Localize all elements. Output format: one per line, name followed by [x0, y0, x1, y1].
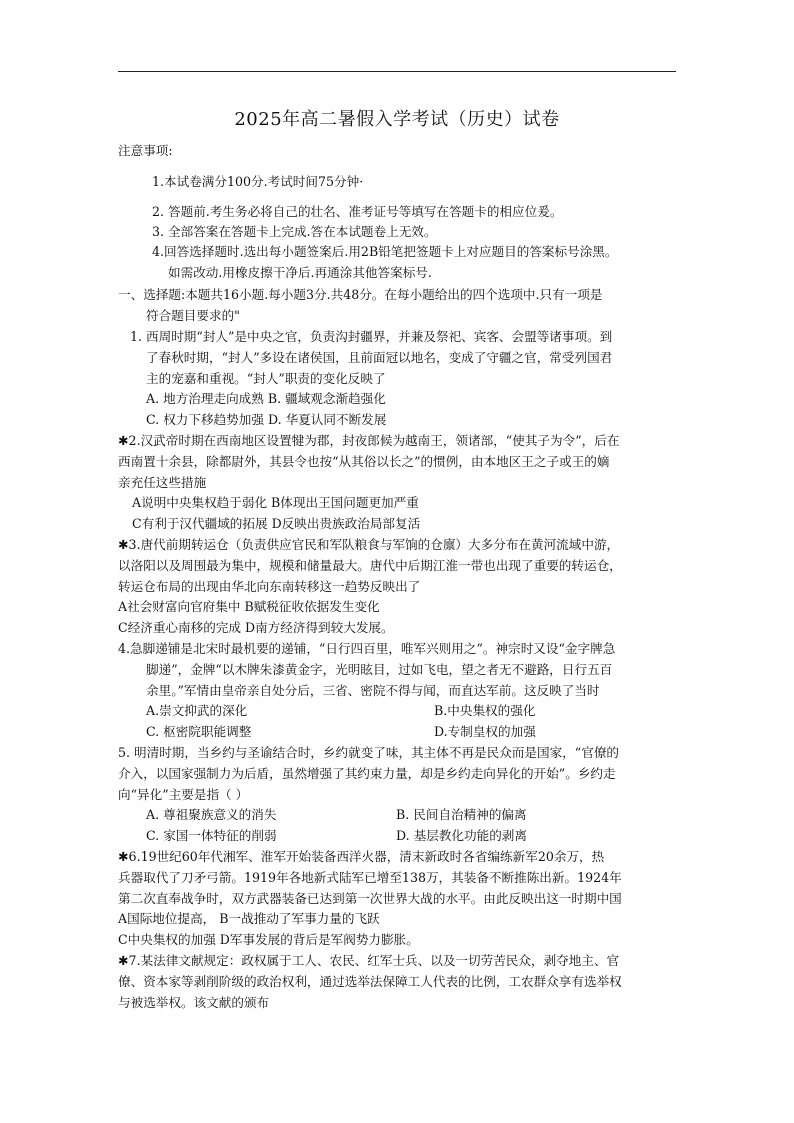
question-2-option: C有利于汉代疆域的拓展 D反映出贵族政治局部复活 [132, 516, 421, 531]
question-4-line: 余里。”军情由皇帝亲自处分后，三省、密院不得与闻，而直达军前。这反映了当时 [146, 683, 600, 698]
section-heading-cont: 符合题目要求的" [146, 308, 240, 323]
question-3-line: 以洛阳以及周围最为集中，规模和储量最大。唐代中后期江淮一带也出现了重要的转运仓， [118, 558, 622, 573]
question-6-option: A国际地位提高， B一战推动了军事力量的飞跃 [118, 911, 380, 926]
question-4-line: 脚递”，金牌“以木牌朱漆黄金字，光明眩目，过如飞电，望之者无不避路，日行五百 [146, 662, 613, 677]
question-3-line: ✱3.唐代前期转运仓（负责供应官民和军队粮食与军饷的仓廪）大多分布在黄河流域中游， [118, 537, 620, 552]
section-heading: 一、选择题:本题共16小题.每小题3分.共48分。在每小题给出的四个选项中.只有一项是 [118, 287, 603, 302]
question-6-option: C中央集权的加强 D军事发展的背后是军阀势力膨胀。 [118, 932, 419, 947]
question-5-line: 介入，以国家强制力为后盾，虽然增强了其约束力量，却是乡约走向异化的开始”。乡约走 [118, 766, 616, 781]
notice-item: 2. 答题前.考生务必将自己的壮名、准考证号等填写在答题卡的相应位爰。 [152, 204, 563, 219]
header-rule [118, 71, 676, 72]
question-1-line: 了春秋时期，“封人”多设在诸侯国，且前面冠以地名，变成了守疆之官，常受列国君 [146, 350, 613, 365]
question-4-line: 4.急脚递铺是北宋时最机要的递铺，“日行四百里，唯军兴则用之”。神宗时又设“金字牌急 [118, 641, 616, 656]
question-5-line: 5. 明清时期，当乡约与圣谕结合时，乡约就变了味，其主体不再是民众而是国家，“官僚的 [118, 745, 620, 760]
question-4-option-c: C. 枢密院职能调整 [146, 724, 252, 739]
question-6-line: 兵器取代了刀矛弓箭。1919年各地新式陆军已增至138万，其装备不断推陈出新。1924年 [118, 870, 622, 885]
question-1-option: A. 地方治理走向成熟 B. 疆域观念渐趋强化 [146, 391, 386, 406]
question-5-option-d: D. 基层教化功能的剥离 [396, 828, 527, 843]
question-1-line: 主的宠嘉和重视。“封人”职责的变化反映了 [146, 371, 386, 386]
question-3-option: A社会财富向官府集中 B赋税征收依据发生变化 [118, 599, 380, 614]
question-1-option: C. 权力下移趋势加强 D. 华夏认同不断发展 [146, 412, 387, 427]
question-5-option-b: B. 民间自治精神的偏离 [396, 807, 527, 822]
notice-item: 4.回答选择题时.选出每小题签案后.用2B铅笔把签题卡上对应题目的答案标号涂黑。 [152, 244, 618, 259]
question-2-line: ✱2.汉武帝时期在西南地区设置犍为郡，封夜郎候为越南王，领诸部，“使其子为令”，后在 [118, 433, 620, 448]
notice-item: 1.本试卷满分100分.考试时间75分钟· [152, 174, 364, 189]
notice-item: 如需改动.用橡皮擦干净后.再通涂其他答案标号. [168, 265, 432, 280]
question-4-option-b: B.中央集权的强化 [434, 703, 536, 718]
notice-item: 3. 全部答案在答题卡上完成.答在本试题卷上无效。 [152, 224, 437, 239]
question-7-line: ✱7.某法律文献规定：政权属于工人、农民、红军士兵、以及一切劳苦民众，剥夺地主、官 [118, 953, 620, 968]
question-7-line: 与被选举权。该文献的颁布 [118, 995, 270, 1010]
question-3-option: C经济重心南移的完成 D南方经济得到较大发展。 [118, 620, 394, 635]
question-4-option-d: D.专制皇权的加强 [434, 724, 536, 739]
page-title: 2025年高二暑假入学考试（历史）试卷 [234, 109, 560, 130]
question-6-line: ✱6.19世纪60年代湘军、淮军开始装备西洋火器，清末新政时各省编练新军20余万，热 [118, 849, 605, 864]
question-5-line: 向“异化”主要是指（ ） [118, 787, 249, 802]
question-4-option-a: A.崇文抑武的深化 [146, 703, 248, 718]
question-2-line: 亲充任这些措施 [118, 475, 207, 490]
question-7-line: 僚、资本家等剥削阶级的政治权利，通过选举法保障工人代表的比例，工农群众享有选举权 [118, 974, 622, 989]
notice-heading: 注意事项: [118, 143, 173, 158]
question-5-option-a: A. 尊祖聚族意义的消失 [146, 807, 277, 822]
question-6-line: 第二次直奉战争时，双方武器装备已达到第一次世界大战的水平。由此反映出这一时期中国 [118, 891, 622, 906]
question-2-line: 西南置十余县，除都尉外，其县令也按“从其俗以长之”的惯例，由本地区王之子或王的嫡 [118, 454, 610, 469]
question-3-line: 转运仓布局的出现由华北向东南转移这一趋势反映出了 [118, 579, 421, 594]
question-2-option: A说明中央集权趋于弱化 B体现出王国问题更加严重 [132, 495, 419, 510]
question-5-option-c: C. 家国一体特征的削弱 [146, 828, 277, 843]
question-1-line: 1. 西周时期“封人”是中央之官，负责沟封疆界，并兼及祭祀、宾客、会盟等诸事项。到 [130, 329, 613, 344]
